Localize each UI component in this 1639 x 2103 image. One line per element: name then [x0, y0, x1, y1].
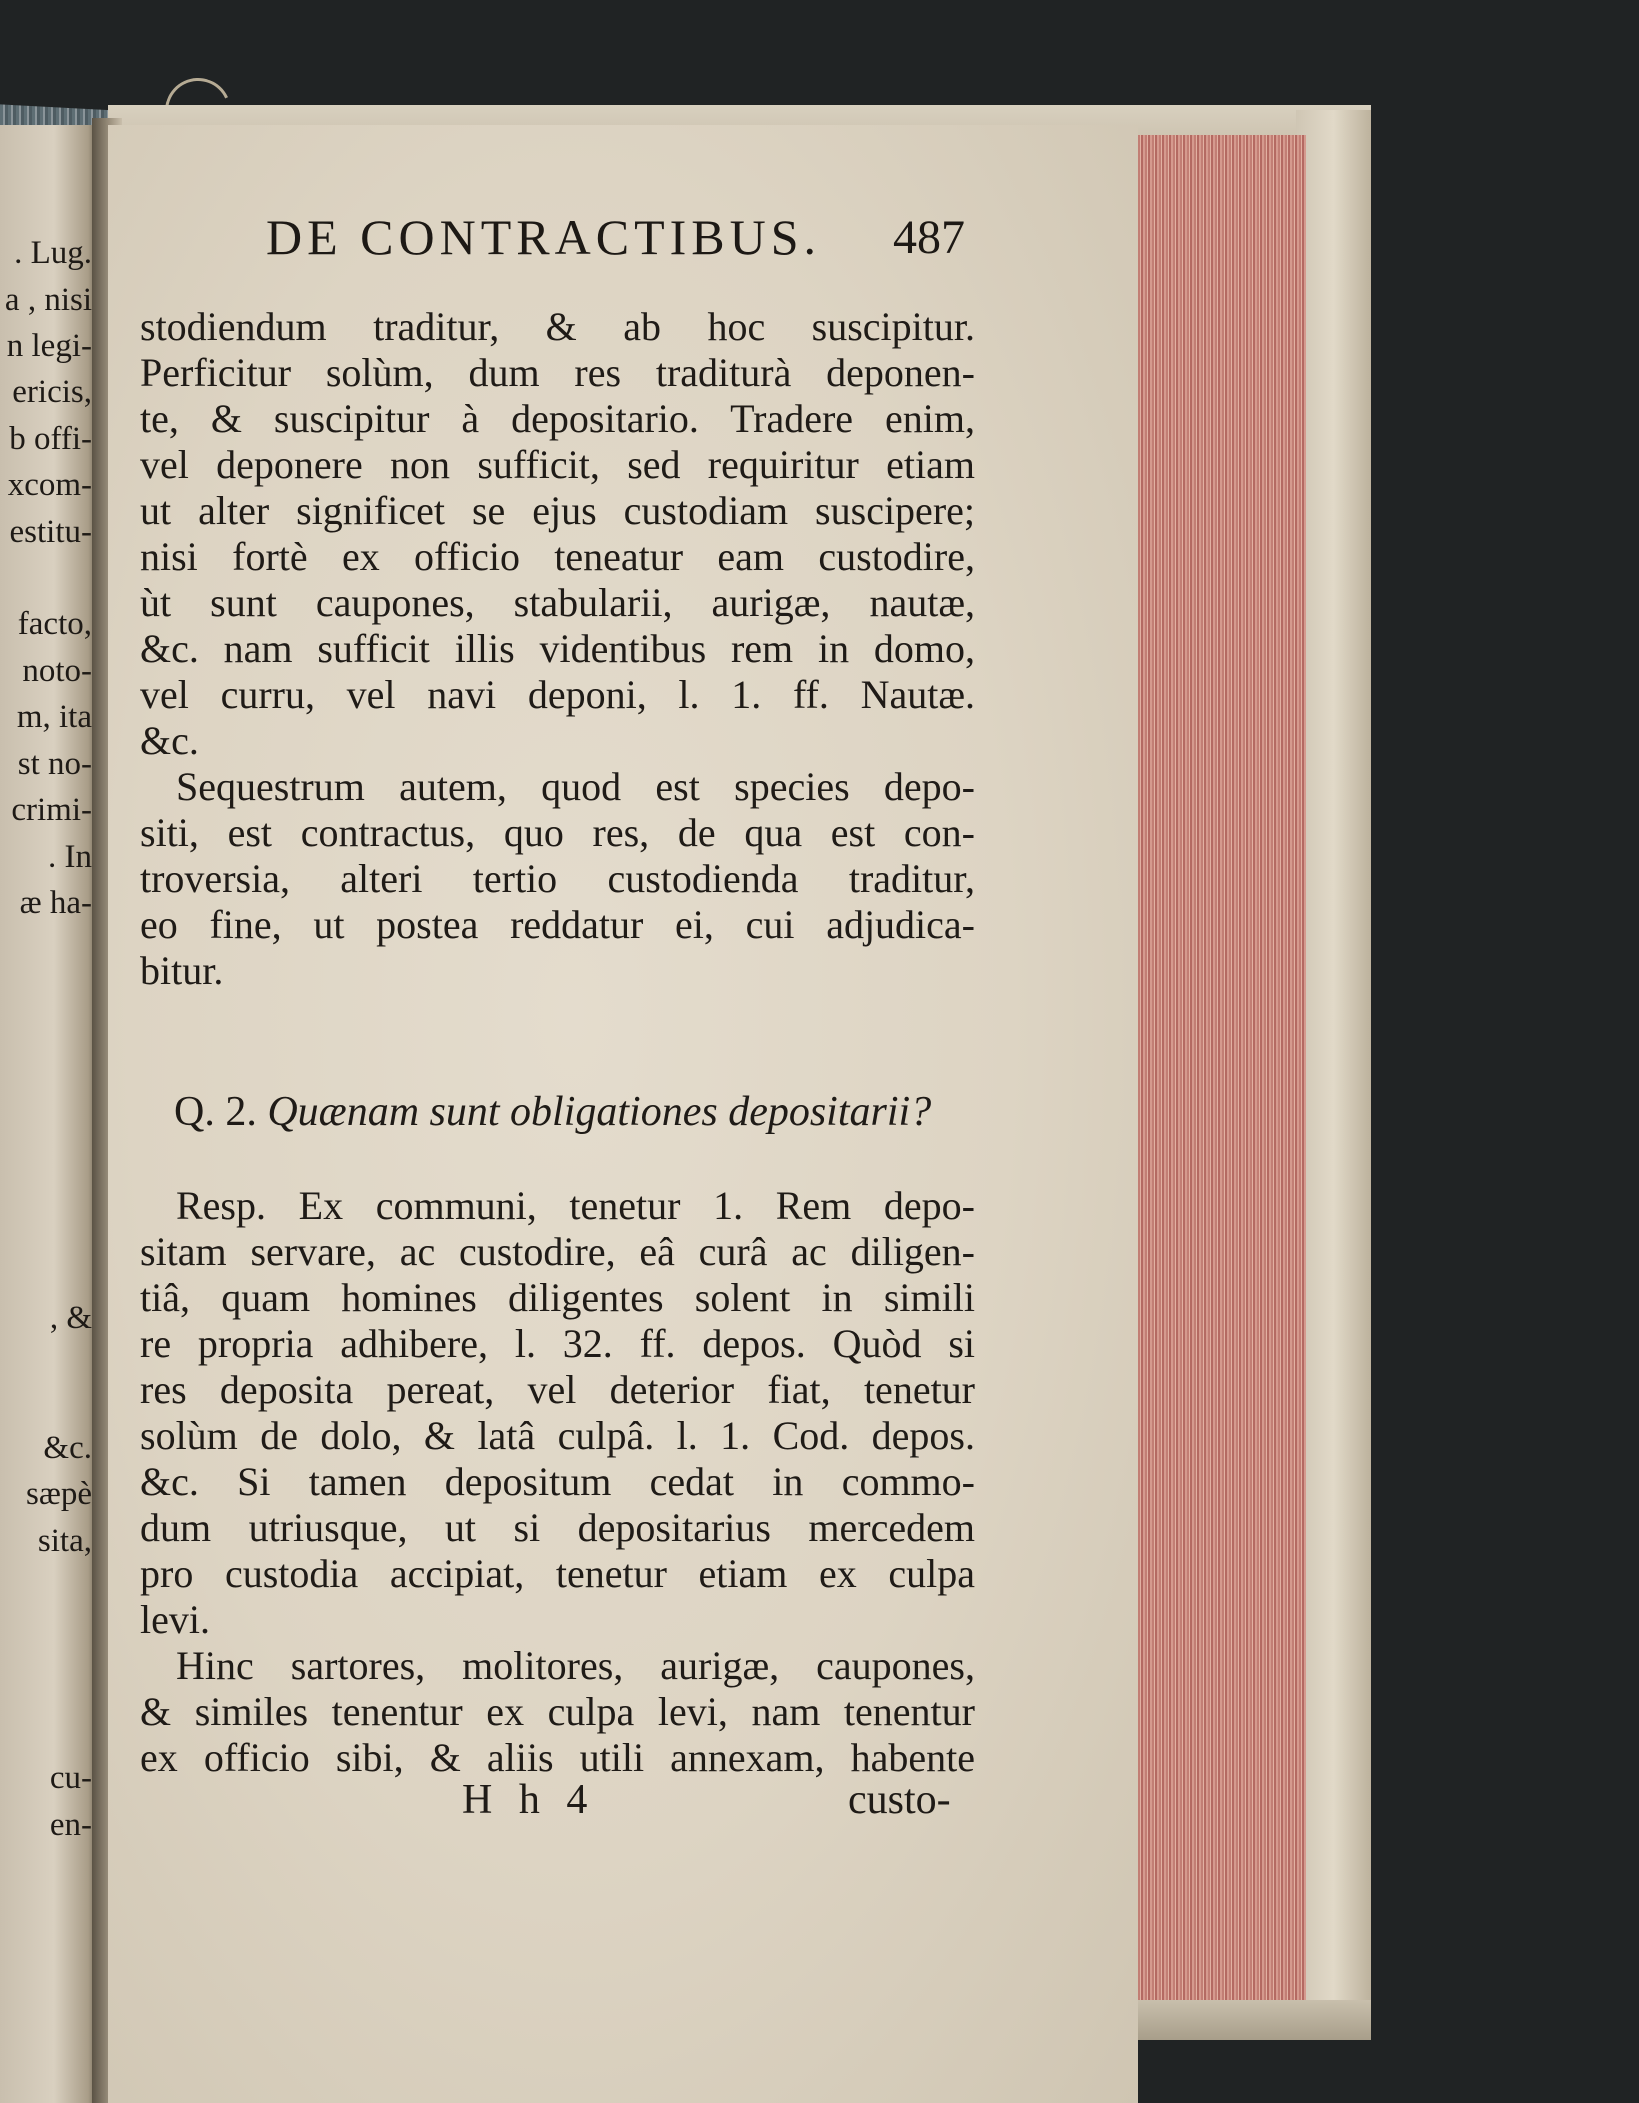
text-line: Sequestrum autem, quod est species depo- [176, 764, 975, 809]
text-line: pro custodia accipiat, tenetur etiam ex culpa [140, 1551, 975, 1596]
text-line: vel curru, vel navi deponi, l. 1. ff. Nautæ. [140, 672, 975, 717]
left-fragment: b offi- [9, 421, 92, 457]
question-heading [174, 1088, 931, 1136]
text-line: re propria adhibere, l. 32. ff. depos. Quòd si [140, 1321, 975, 1366]
left-fragment: m, ita [16, 699, 92, 735]
left-fragment: sita, [37, 1523, 92, 1559]
left-fragment: estitu- [9, 514, 92, 550]
text-line: ex officio sibi, & aliis utili annexam, habente [140, 1735, 975, 1780]
left-fragment: . Lug. [14, 235, 92, 271]
cover-bottom-edge [1132, 2000, 1371, 2040]
text-line: sitam servare, ac custodire, eâ curâ ac diligen- [140, 1229, 975, 1274]
text-line: Perficitur solùm, dum res traditurà deponen- [140, 350, 975, 395]
cover-right-edge [1296, 110, 1371, 2030]
text-line: ùt sunt caupones, stabularii, aurigæ, nautæ, [140, 580, 975, 625]
text-line: Resp. Ex communi, tenetur 1. Rem depo- [176, 1183, 975, 1228]
left-fragment: st no- [17, 746, 92, 782]
text-line: solùm de dolo, & latâ culpâ. l. 1. Cod. depos. [140, 1413, 975, 1458]
text-line: tiâ, quam homines diligentes solent in simili [140, 1275, 975, 1320]
text-line: &c. nam sufficit illis videntibus rem in domo, [140, 626, 975, 671]
page-number: 487 [893, 211, 965, 264]
text-line: vel deponere non sufficit, sed requiritur etiam [140, 442, 975, 487]
text-line: siti, est contractus, quo res, de qua est con- [140, 810, 975, 855]
left-fragment: cu- [49, 1760, 92, 1796]
text-line: &c. Si tamen depositum cedat in commo- [140, 1459, 975, 1504]
left-fragment: noto- [22, 653, 92, 689]
catchword: custo- [848, 1777, 951, 1823]
text-line: eo fine, ut postea reddatur ei, cui adjudica- [140, 902, 975, 947]
text-line: ut alter significet se ejus custodiam suscipere; [140, 488, 975, 533]
left-fragment: sæpè [26, 1476, 92, 1512]
left-fragment: æ ha- [19, 885, 92, 921]
text-line: nisi fortè ex officio teneatur eam custodire, [140, 534, 975, 579]
left-fragment: en- [49, 1807, 92, 1843]
text-line: bitur. [140, 948, 224, 993]
left-fragment: a , nisi [4, 282, 92, 318]
left-fragment: n legi- [6, 328, 92, 364]
text-line: Hinc sartores, molitores, aurigæ, caupones, [176, 1643, 975, 1688]
text-line: te, & suscipitur à depositario. Tradere enim, [140, 396, 975, 441]
left-page [0, 125, 98, 2103]
text-line: & similes tenentur ex culpa levi, nam tenentur [140, 1689, 975, 1734]
text-line: res deposita pereat, vel deterior fiat, tenetur [140, 1367, 975, 1412]
signature-mark: H h 4 [462, 1777, 596, 1823]
page-edges-red [1132, 135, 1306, 2005]
question-label: Q. 2. [174, 1089, 257, 1135]
left-fragment: ericis, [12, 374, 92, 410]
left-fragment: facto, [17, 606, 92, 642]
text-line: troversia, alteri tertio custodienda traditur, [140, 856, 975, 901]
left-fragment: xcom- [7, 467, 92, 503]
text-line: dum utriusque, ut si depositarius mercedem [140, 1505, 975, 1550]
question-text: Quænam sunt obligationes depositarii? [267, 1089, 932, 1135]
text-line: stodiendum traditur, & ab hoc suscipitur. [140, 304, 975, 349]
left-fragment: crimi- [11, 792, 92, 828]
text-line: levi. [140, 1597, 210, 1642]
text-line: &c. [140, 718, 199, 763]
left-fragment: , & [49, 1300, 92, 1336]
left-fragment: &c. [43, 1430, 92, 1466]
left-fragment: . In [48, 839, 92, 875]
running-head: DE CONTRACTIBUS. [266, 209, 822, 265]
